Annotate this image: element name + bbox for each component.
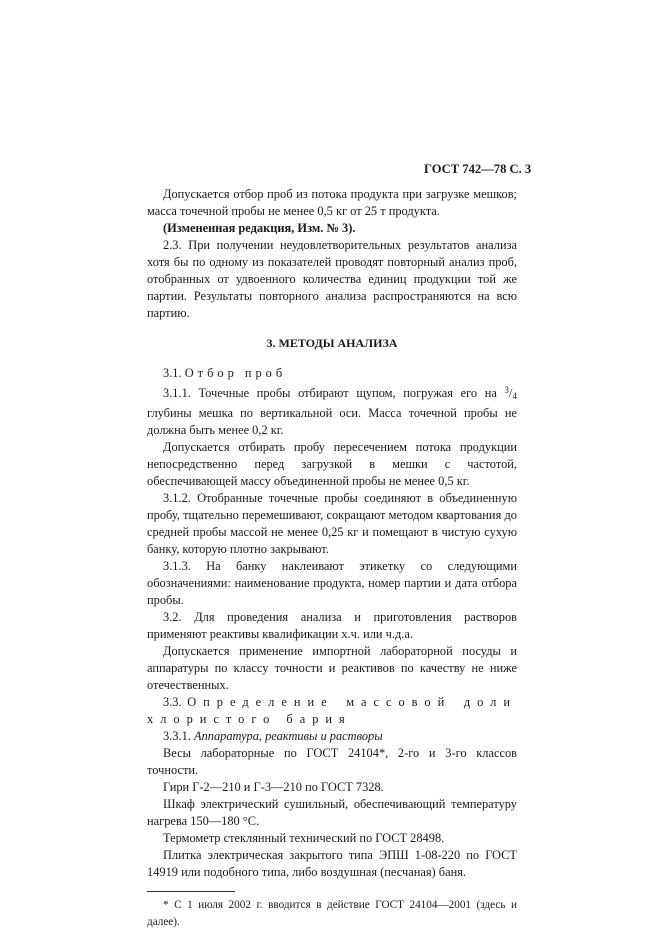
subsection-heading (147, 694, 517, 728)
paragraph: 3.1.1. Точечные пробы отбирают щупом, погружая его на $^3$/4 глубины мешка по вертикальной оси. Масса точечной пробы не должна быть менее 0,2 кг. (147, 385, 517, 437)
list-item: Гири Г-2—210 и Г-3—210 по ГОСТ 7328. (163, 780, 384, 794)
page-content (147, 186, 517, 931)
amendment-note: (Измененная редакция, Изм. № 3). (163, 221, 356, 235)
subsection-title: Определение массовой доли хлористого бария (147, 695, 517, 726)
subsection-title: Отбор проб (184, 366, 287, 380)
subsection-heading (147, 728, 517, 745)
paragraph-text: глубины мешка по вертикальной оси. Масса точечной пробы не должна быть менее 0,2 кг. (147, 406, 517, 437)
paragraph: 3.2. Для проведения анализа и приготовления растворов применяют реактивы квалификации х.ч. или ч.д.а. (147, 610, 517, 641)
list-item: Плитка электрическая закрытого типа ЭПШ 1-08-220 по ГОСТ 14919 или подобного типа, либо воздушная (песчаная) баня. (147, 848, 517, 879)
footnote-divider (147, 891, 235, 892)
subsection-number: 3.3. (163, 695, 182, 709)
subsection-title: Аппаратура, реактивы и растворы (194, 729, 383, 743)
subsection-number: 3.1. (163, 366, 182, 380)
paragraph: 2.3. При получении неудовлетворительных результатов анализа хотя бы по одному из показателей проводят повторный анализ проб, отобранных от удвоенного количества единиц продукции той же партии. Результаты повторного анализа распространяются на всю партию. (147, 238, 517, 320)
paragraph: Допускается отбор проб из потока продукта при загрузке мешков; масса точечной пробы не менее 0,5 кг от 25 т продукта. (147, 187, 517, 218)
list-item: Термометр стеклянный технический по ГОСТ 28498. (163, 831, 445, 845)
subsection-number: 3.3.1. (163, 729, 191, 743)
page-header: ГОСТ 742—78 С. 3 (424, 162, 532, 176)
paragraph: 3.1.3. На банку наклеивают этикетку со следующими обозначениями: наименование продукта, номер партии и дата отбора пробы. (147, 559, 517, 607)
paragraph: Допускается применение импортной лабораторной посуды и аппаратуры по классу точности и реактивов по качеству не ниже отечественных. (147, 644, 517, 692)
paragraph: 3.1.2. Отобранные точечные пробы соединяют в объединенную пробу, тщательно перемешивают, сокращают методом квартования до средней пробы массой не менее 0,25 кг и помещают в чистую сухую банку, которую плотно закрывают. (147, 491, 517, 556)
subsection-heading (147, 365, 517, 382)
footnote: * С 1 июля 2002 г. вводится в действие ГОСТ 24104—2001 (здесь и далее). (147, 899, 517, 928)
paragraph-text: 3.1.1. Точечные пробы отбирают щупом, погружая его на (163, 386, 505, 400)
list-item: Шкаф электрический сушильный, обеспечивающий температуру нагрева 150—180 °С. (147, 797, 517, 828)
section-title: 3. МЕТОДЫ АНАЛИЗА (266, 336, 398, 350)
list-item: Весы лабораторные по ГОСТ 24104*, 2-го и 3-го классов точности. (147, 746, 517, 777)
paragraph: Допускается отбирать пробу пересечением потока продукции непосредственно перед загрузкой в мешки с частотой, обеспечивающей массу объединенной пробы не менее 0,5 кг. (147, 440, 517, 488)
fraction-denominator: 4 (512, 391, 517, 401)
fraction-numerator: 3 (504, 385, 510, 395)
